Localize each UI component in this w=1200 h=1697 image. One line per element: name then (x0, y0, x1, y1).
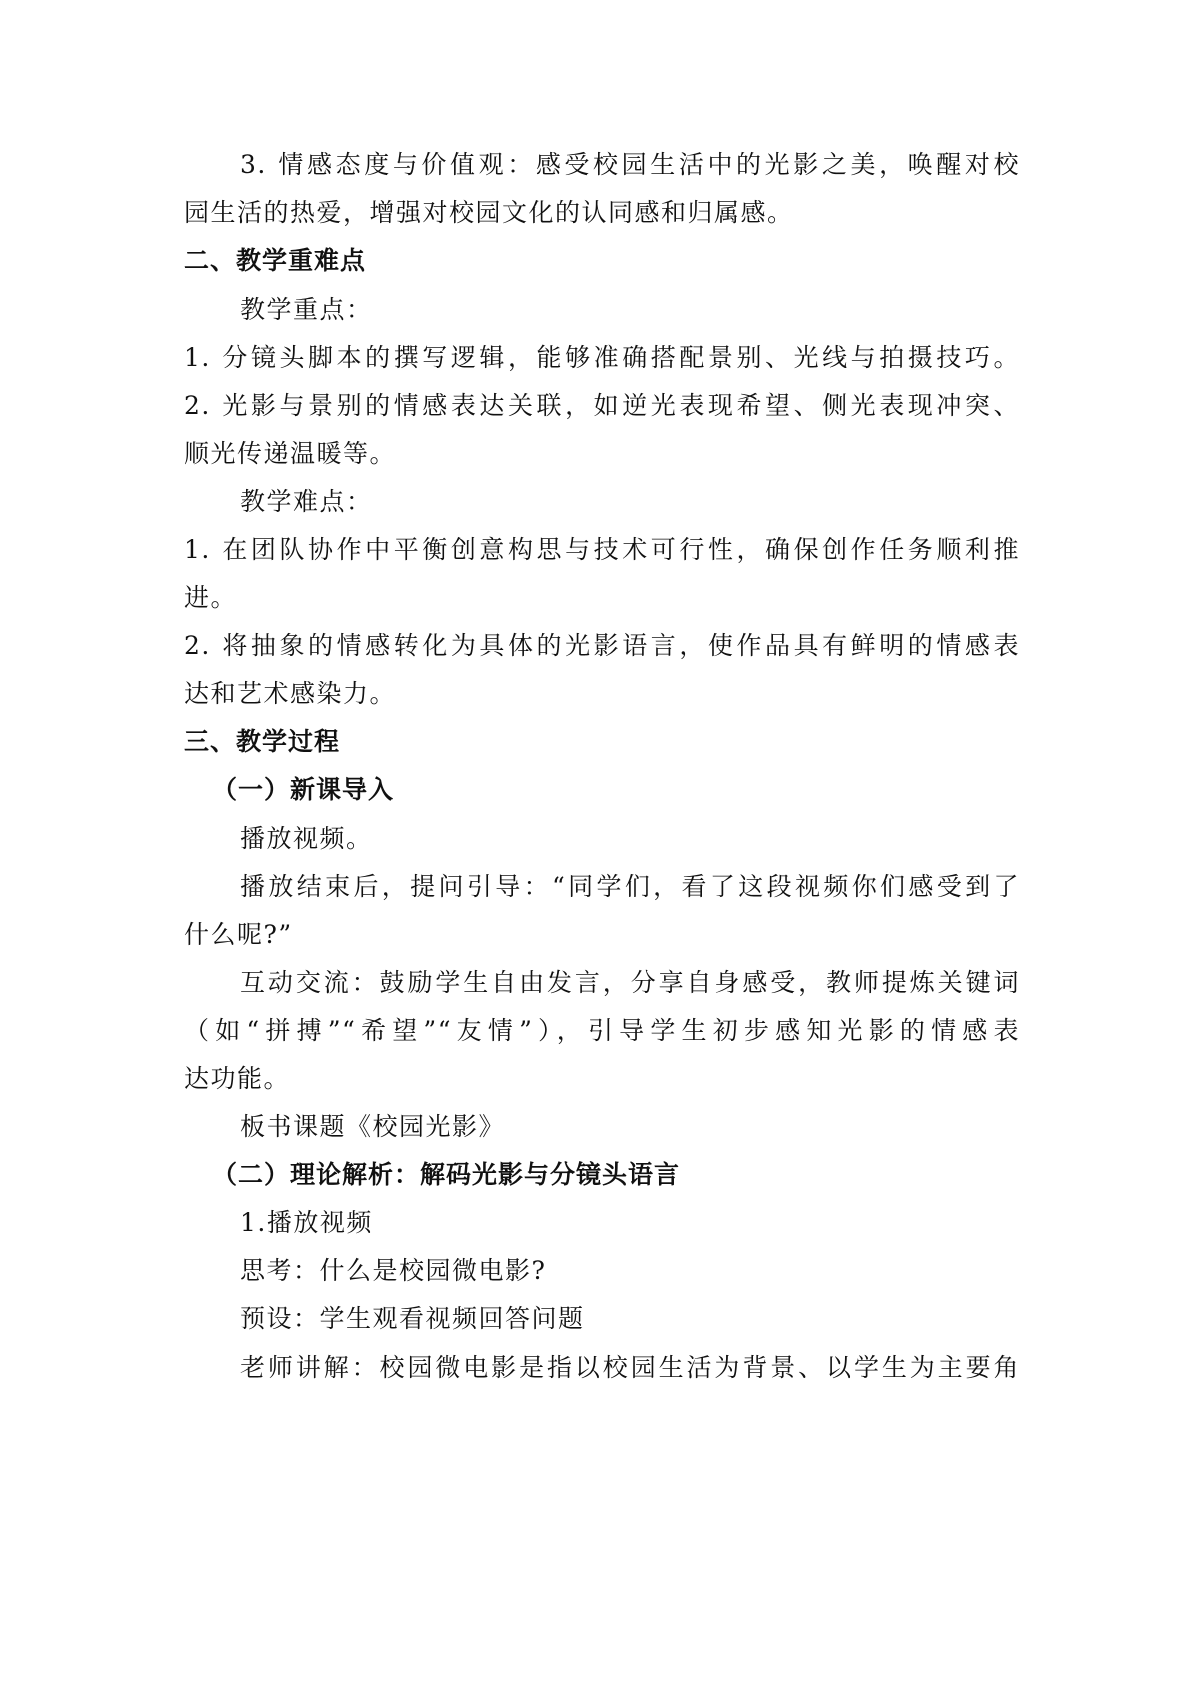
paragraph-line: 预设：学生观看视频回答问题 (240, 1304, 585, 1333)
list-item-line: 达和艺术感染力。 (184, 679, 397, 708)
list-item-line: 2. 将抽象的情感转化为具体的光影语言，使作品具有鲜明的情感表 (184, 631, 1020, 660)
list-item-line: 顺光传递温暖等。 (184, 439, 397, 468)
paragraph-line: 园生活的热爱，增强对校园文化的认同感和归属感。 (184, 198, 794, 227)
subheading-label: 教学难点： (240, 487, 373, 516)
paragraph-line: （如“拼搏”“希望”“友情”），引导学生初步感知光影的情感表 (184, 1016, 1020, 1045)
paragraph-line: 互动交流：鼓励学生自由发言，分享自身感受，教师提炼关键词 (240, 968, 1020, 997)
list-item-line: 1. 分镜头脚本的撰写逻辑，能够准确搭配景别、光线与拍摄技巧。 (184, 343, 1020, 372)
paragraph-line: 什么呢?” (184, 920, 293, 949)
paragraph-line: 3. 情感态度与价值观：感受校园生活中的光影之美，唤醒对校 (240, 150, 1020, 179)
paragraph-line: 达功能。 (184, 1064, 291, 1093)
section-heading: 三、教学过程 (184, 727, 341, 756)
list-item-line: 进。 (184, 583, 238, 612)
paragraph-line: 老师讲解：校园微电影是指以校园生活为背景、以学生为主要角 (240, 1353, 1020, 1382)
paragraph-line: 播放视频。 (240, 824, 373, 853)
paragraph-line: 播放结束后，提问引导：“同学们，看了这段视频你们感受到了 (240, 872, 1020, 901)
list-item-line: 2. 光影与景别的情感表达关联，如逆光表现希望、侧光表现冲突、 (184, 391, 1020, 420)
paragraph-line: 思考：什么是校园微电影? (240, 1256, 547, 1285)
paragraph-line: 1.播放视频 (240, 1208, 373, 1237)
section-heading: 二、教学重难点 (184, 246, 367, 275)
list-item-line: 1. 在团队协作中平衡创意构思与技术可行性，确保创作任务顺利推 (184, 535, 1020, 564)
subsection-heading: （二）理论解析：解码光影与分镜头语言 (212, 1160, 681, 1189)
subheading-label: 教学重点： (240, 295, 373, 324)
paragraph-line: 板书课题《校园光影》 (240, 1112, 506, 1141)
subsection-heading: （一）新课导入 (212, 775, 395, 804)
